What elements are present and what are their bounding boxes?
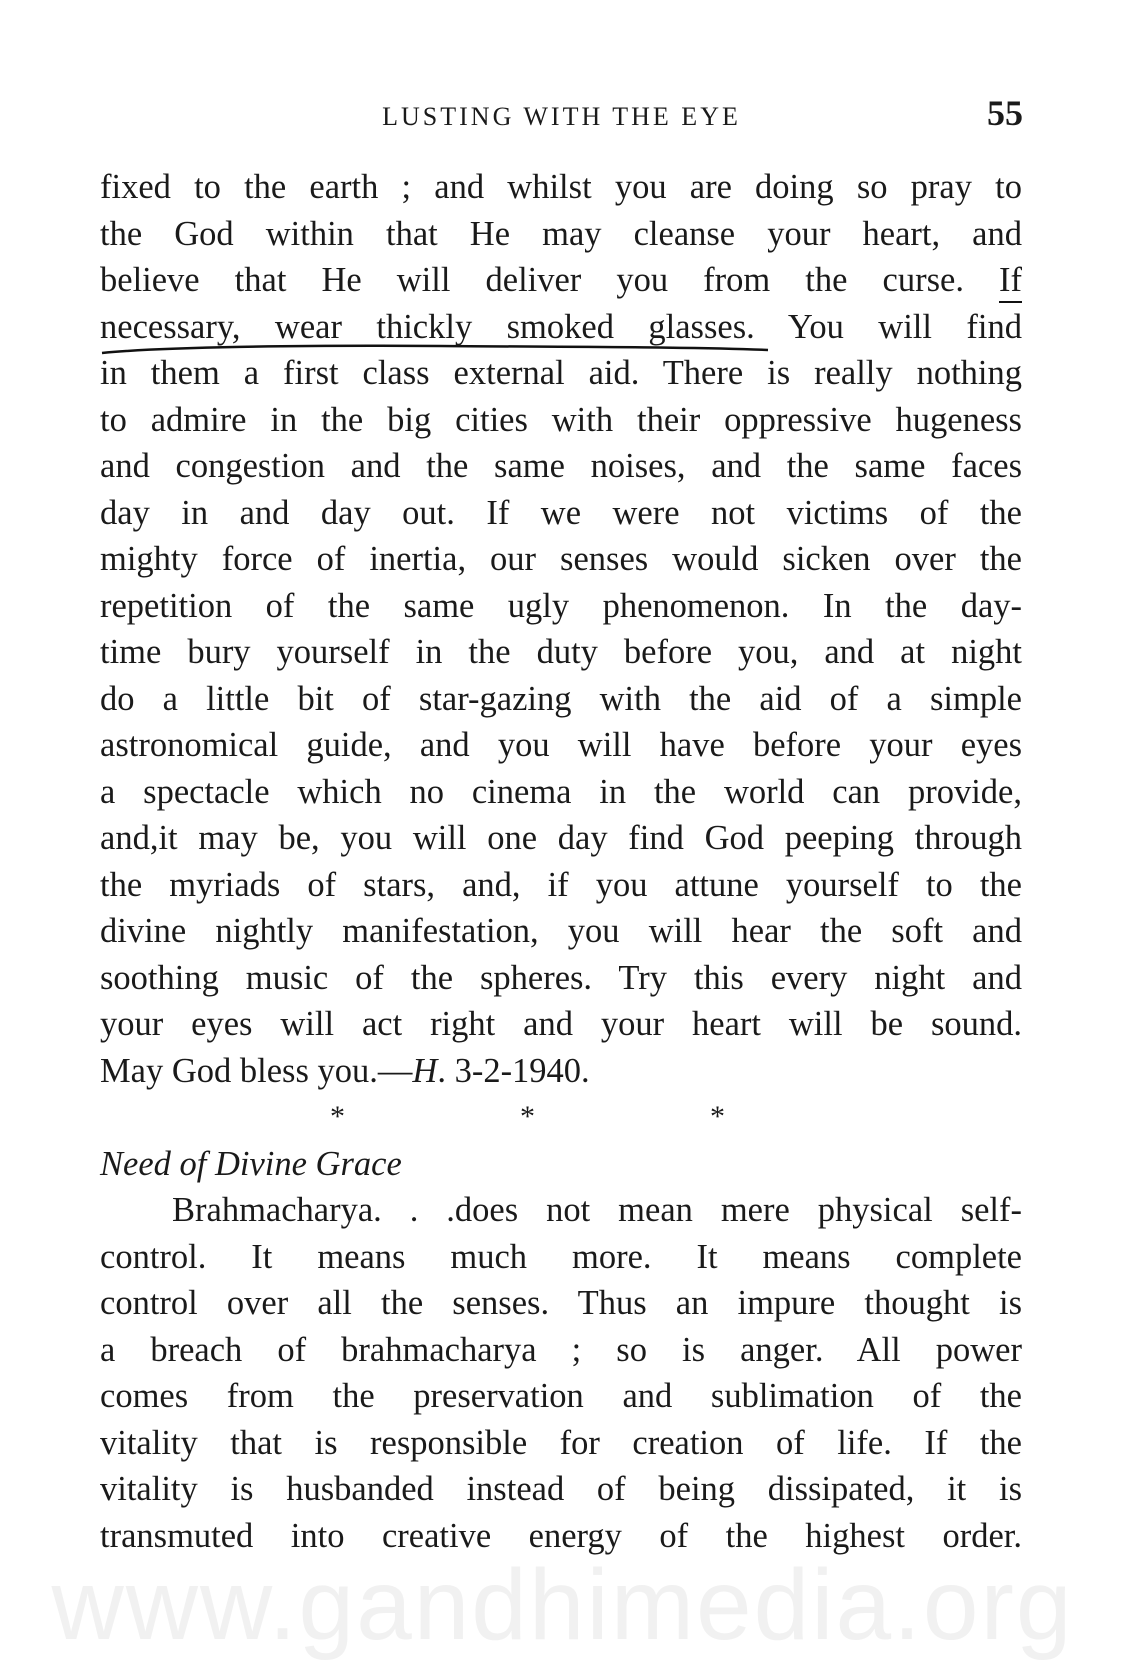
text-line [100,304,1022,351]
text-line: a breach of brahmacharya ; so is anger. All power [100,1330,1022,1369]
text-line: fixed to the earth ; and whilst you are doing so pray to [100,168,1022,206]
watermark: www.gandhimedia.org [51,1549,1074,1661]
separator-asterisk: * [710,1100,725,1133]
text-line: control. It means much more. It means complete [100,1237,1022,1276]
page-body [100,164,1022,1559]
separator-asterisk: * [520,1100,535,1133]
source-date: . 3-2-1940. [437,1051,590,1090]
text-line: comes from the preservation and sublimation of the [100,1377,1022,1415]
text-line: Brahmacharya. . .does not mean mere physical self- [172,1191,1022,1229]
text-line-segment: You will find [787,307,1022,346]
text-line-segment: May God bless you.— [100,1051,413,1090]
text-line: soothing music of the spheres. Try this every night and [100,958,1022,997]
text-line: repetition of the same ugly phenomenon. In the day- [100,586,1022,625]
text-line: your eyes will act right and your heart will be sound. [100,1005,1022,1043]
text-line: in them a first class external aid. There is really nothing [100,354,1022,392]
separator-asterisk: * [330,1100,345,1133]
text-line: mighty force of inertia, our senses would sicken over the [100,540,1022,578]
text-line: and,it may be, you will one day find God peeping through [100,819,1022,857]
text-line: to admire in the big cities with their oppressive hugeness [100,400,1022,439]
text-line: time bury yourself in the duty before you, and at night [100,633,1022,671]
text-line-segment: believe that He will deliver you from the curse. [100,261,964,299]
text-line: vitality that is responsible for creation of life. If the [100,1423,1022,1462]
source-abbreviation: H [412,1051,438,1090]
section-separator [100,1094,1022,1141]
underlined-text: necessary, wear thickly smoked glasses. [100,307,755,346]
text-line: do a little bit of star-gazing with the aid of a simple [100,679,1022,718]
text-line: a spectacle which no cinema in the world can provide, [100,772,1022,811]
text-line: control over all the senses. Thus an impure thought is [100,1284,1022,1322]
page-header [100,92,1023,142]
text-line [100,1048,1022,1095]
section-heading: Need of Divine Grace [100,1144,402,1183]
text-line: divine nightly manifestation, you will hear the soft and [100,912,1022,950]
text-line: and congestion and the same noises, and the same faces [100,447,1022,485]
text-line: the God within that He may cleanse your heart, and [100,214,1022,253]
text-line: day in and day out. If we were not victims of the [100,493,1022,532]
text-line: vitality is husbanded instead of being dissipated, it is [100,1470,1022,1508]
underlined-text: If [999,261,1023,299]
text-line: astronomical guide, and you will have before your eyes [100,726,1022,764]
page-number: 55 [987,93,1023,133]
text-line: the myriads of stars, and, if you attune yourself to the [100,865,1022,904]
text-line [100,257,1022,304]
running-title: LUSTING WITH THE EYE [382,102,741,131]
text-line: transmuted into creative energy of the highest order. [100,1516,1022,1555]
